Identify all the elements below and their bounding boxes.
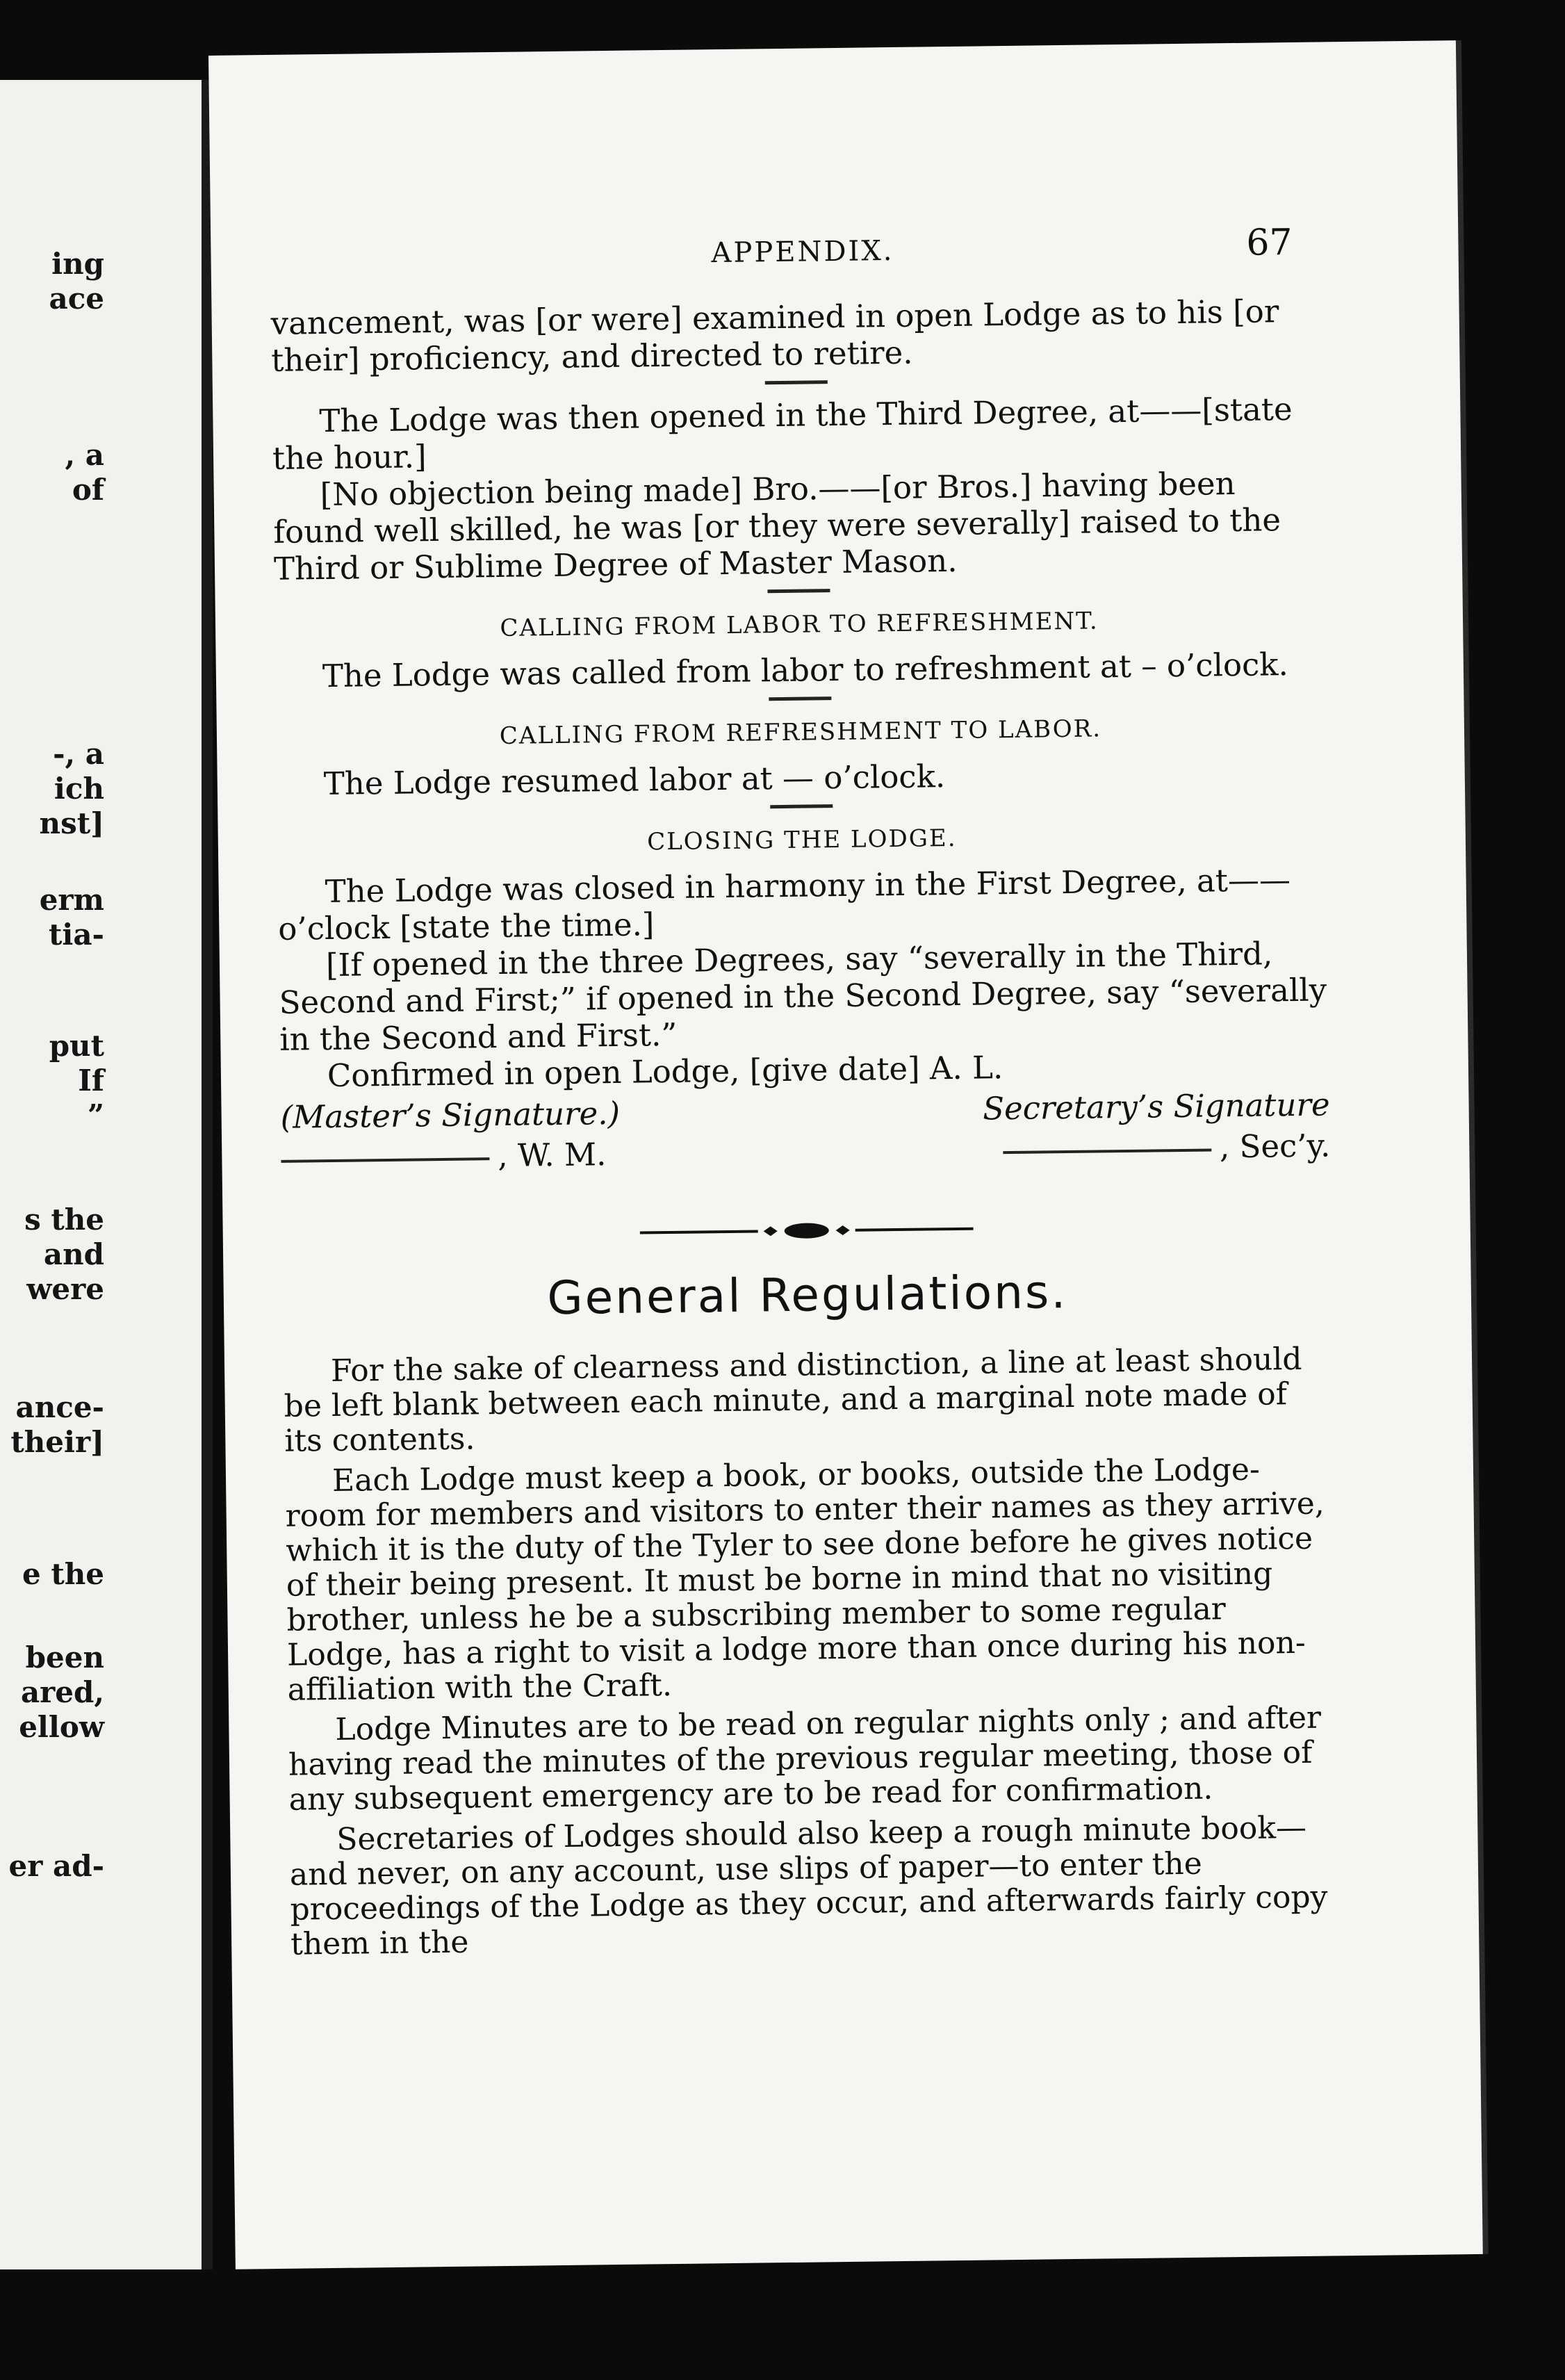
previous-page-fragment: ared,	[20, 1675, 104, 1709]
previous-page-fragment: ”	[87, 1098, 104, 1132]
regulation-paragraph: Secretaries of Lodges should also keep a rough minute book—and never, on any account, use slips of paper—to enter the proceedings of the Lodge as they occur, and afterwards fairly copy them in the	[289, 1809, 1328, 1962]
section-heading: CALLING FROM LABOR TO REFRESHMENT.	[500, 607, 1099, 642]
section-rule	[765, 380, 828, 384]
minutes-paragraph: [No objection being made] Bro.——[or Bros.] having been found well skilled, he was [or they were severally] raised to the Third or Sublime Degree of Master Mason.	[273, 464, 1281, 587]
previous-page-fragment: ace	[49, 282, 104, 316]
previous-page-fragment: If	[78, 1063, 104, 1098]
minutes-paragraph: vancement, was [or were] examined in open Lodge as to his [or their] proficiency, and directed to retire.	[270, 293, 1279, 379]
book-page	[208, 40, 1483, 2269]
minutes-paragraph: The Lodge was closed in harmony in the First Degree, at—— o’clock [state the time.]	[278, 861, 1291, 947]
master-signature-label: (Master’s Signature.)	[280, 1094, 621, 1136]
previous-page-fragment: were	[26, 1272, 104, 1306]
running-title: APPENDIX.	[711, 234, 894, 270]
minutes-paragraph: The Lodge was called from labor to refreshment at – o’clock.	[322, 646, 1289, 695]
previous-page-fragment: tia-	[48, 918, 104, 952]
section-rule	[767, 589, 830, 593]
secretary-signature-line	[1003, 1127, 1331, 1168]
minutes-paragraph: The Lodge resumed labor at — o’clock.	[323, 758, 946, 803]
general-regulations-text	[284, 1342, 1341, 1962]
previous-page-edge	[0, 80, 213, 2269]
master-signature-line	[281, 1136, 607, 1177]
section-heading: CALLING FROM REFRESHMENT TO LABOR.	[499, 715, 1102, 750]
secy-suffix: , Sec’y.	[1219, 1127, 1331, 1166]
previous-page-fragment: nst]	[39, 806, 104, 840]
regulation-paragraph: Lodge Minutes are to be read on regular nights only ; and after having read the minutes of the previous regular meeting, those of any subsequent emergency are to be read for confirmation.	[288, 1700, 1322, 1818]
previous-page-fragment: er ad-	[8, 1849, 104, 1883]
previous-page-fragment: of	[72, 473, 104, 507]
section-heading: CLOSING THE LODGE.	[646, 824, 957, 856]
previous-page-fragment: s the	[24, 1203, 104, 1237]
previous-page-fragment: put	[49, 1029, 104, 1063]
secretary-signature-label: Secretary’s Signature	[982, 1086, 1330, 1127]
running-head	[211, 221, 1459, 292]
previous-page-fragment: ich	[54, 772, 104, 806]
previous-page-fragment: , a	[65, 438, 104, 472]
wm-suffix: , W. M.	[498, 1136, 607, 1175]
signature-lines	[281, 1127, 1331, 1176]
regulation-paragraph: For the sake of clearness and distinction, a line at least should be left blank between each minute, and a marginal note made of its contents.	[284, 1341, 1302, 1459]
previous-page-fragment: ing	[51, 247, 104, 281]
minutes-paragraph: [If opened in the three Degrees, say “severally in the Third, Second and First;” if opened in the Second Degree, say “severally in the Second and First.”	[279, 935, 1327, 1058]
general-regulations-heading: General Regulations.	[546, 1265, 1068, 1326]
ornament-divider	[281, 1205, 1332, 1255]
minutes-paragraph: Confirmed in open Lodge, [give date] A. L.	[327, 1049, 1003, 1095]
previous-page-fragment: been	[25, 1640, 104, 1674]
previous-page-fragment: ance-	[15, 1390, 104, 1424]
previous-page-fragment: ellow	[19, 1710, 104, 1744]
previous-page-fragment: e the	[22, 1557, 104, 1591]
section-rule	[770, 804, 833, 808]
previous-page-fragment: erm	[39, 883, 104, 917]
previous-page-fragment: -, a	[53, 737, 104, 771]
page-body	[270, 292, 1340, 1967]
section-rule	[769, 696, 831, 701]
previous-page-fragment: and	[43, 1237, 104, 1271]
signature-labels	[280, 1086, 1330, 1135]
previous-page-fragment: their]	[10, 1425, 104, 1459]
minutes-paragraph: The Lodge was then opened in the Third Degree, at——[state the hour.]	[272, 390, 1293, 477]
regulation-paragraph: Each Lodge must keep a book, or books, outside the Lodge-room for members and visitors to enter their names as they arrive, which it is the duty of the Tyler to see done before he gives notice of their being present. It must be borne in mind that no visiting brother, unless he be a subscribing member to some regular Lodge, has a right to visit a lodge more than once during his non-affiliation with the Craft.	[285, 1451, 1325, 1708]
page-number: 67	[1246, 221, 1293, 264]
